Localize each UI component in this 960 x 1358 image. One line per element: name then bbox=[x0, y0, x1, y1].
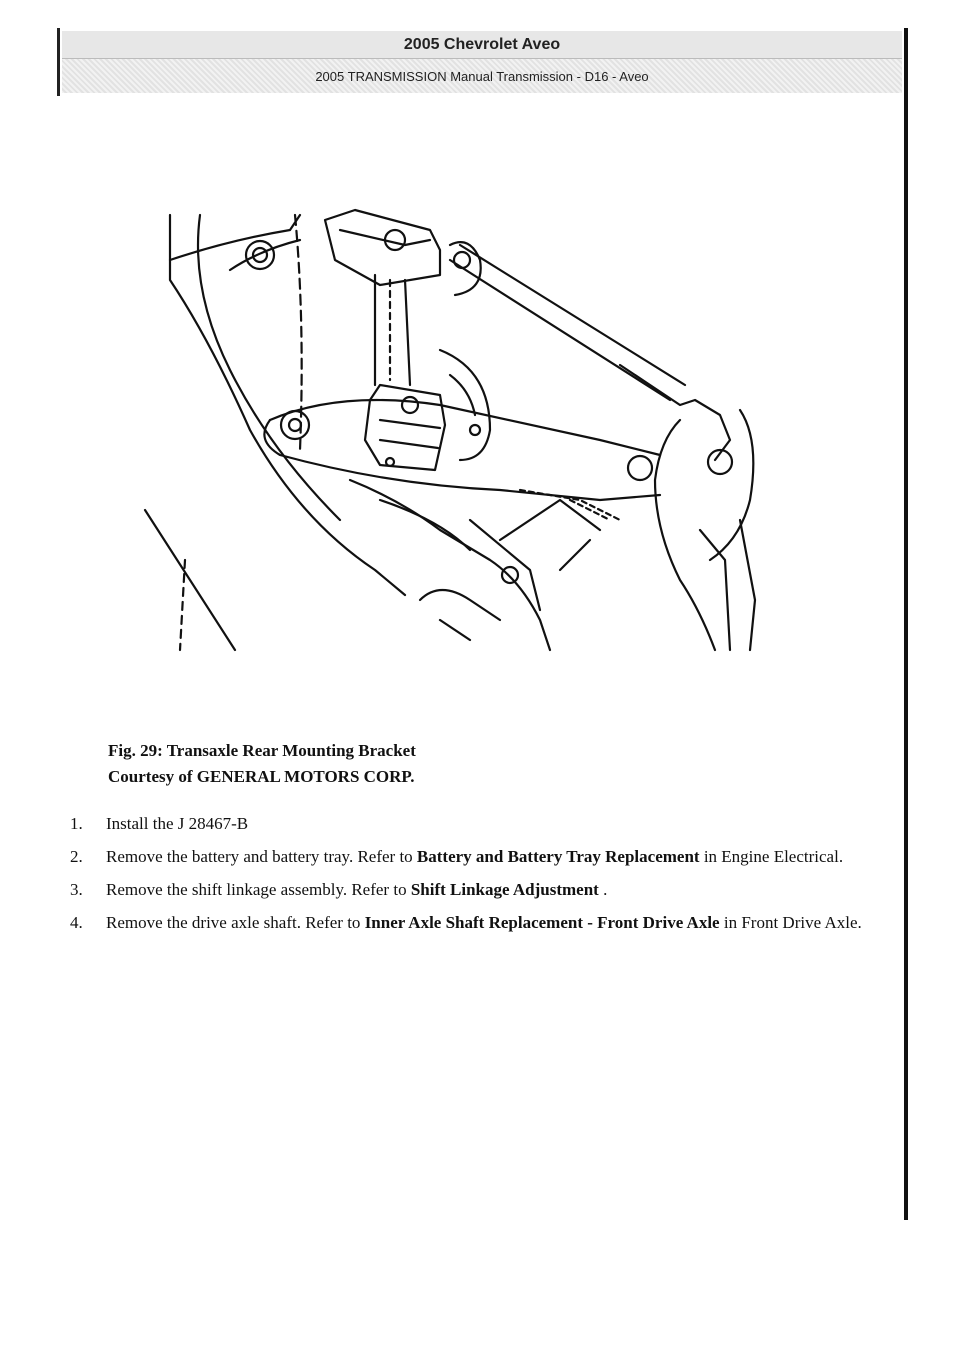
step-text-tail: in Engine Electrical. bbox=[699, 847, 844, 866]
list-item bbox=[70, 878, 910, 901]
reference-link[interactable]: Inner Axle Shaft Replacement - Front Drive Axle bbox=[364, 913, 720, 932]
step-text bbox=[106, 845, 910, 868]
step-number: 3. bbox=[70, 880, 83, 899]
step-text-body: Remove the battery and battery tray. Refer to bbox=[106, 847, 417, 866]
list-item bbox=[70, 845, 910, 868]
page-header bbox=[62, 31, 902, 93]
figure-caption bbox=[108, 738, 416, 790]
step-text bbox=[106, 878, 910, 901]
right-rule bbox=[904, 28, 908, 1220]
step-text-tail: . bbox=[598, 880, 608, 899]
header-subtitle: 2005 TRANSMISSION Manual Transmission - D16 - Aveo bbox=[62, 59, 902, 93]
transaxle-mount-illustration bbox=[140, 200, 780, 660]
header-title: 2005 Chevrolet Aveo bbox=[62, 31, 902, 59]
step-text-tail: in Front Drive Axle. bbox=[719, 913, 862, 932]
procedure-steps bbox=[70, 812, 910, 944]
list-item bbox=[70, 911, 910, 934]
step-text-body: Remove the shift linkage assembly. Refer to bbox=[106, 880, 411, 899]
reference-link[interactable]: Shift Linkage Adjustment bbox=[410, 880, 599, 899]
reference-link[interactable]: Battery and Battery Tray Replacement bbox=[416, 847, 700, 866]
step-text bbox=[106, 812, 910, 835]
caption-title: Fig. 29: Transaxle Rear Mounting Bracket bbox=[108, 741, 416, 760]
step-text bbox=[106, 911, 910, 934]
left-rule bbox=[57, 28, 60, 96]
list-item bbox=[70, 812, 910, 835]
step-text-body: Remove the drive axle shaft. Refer to bbox=[106, 913, 365, 932]
step-number: 2. bbox=[70, 847, 83, 866]
step-number: 1. bbox=[70, 814, 83, 833]
step-text-body: Install the J 28467-B bbox=[106, 814, 249, 833]
caption-credit: Courtesy of GENERAL MOTORS CORP. bbox=[108, 767, 415, 786]
step-number: 4. bbox=[70, 913, 83, 932]
